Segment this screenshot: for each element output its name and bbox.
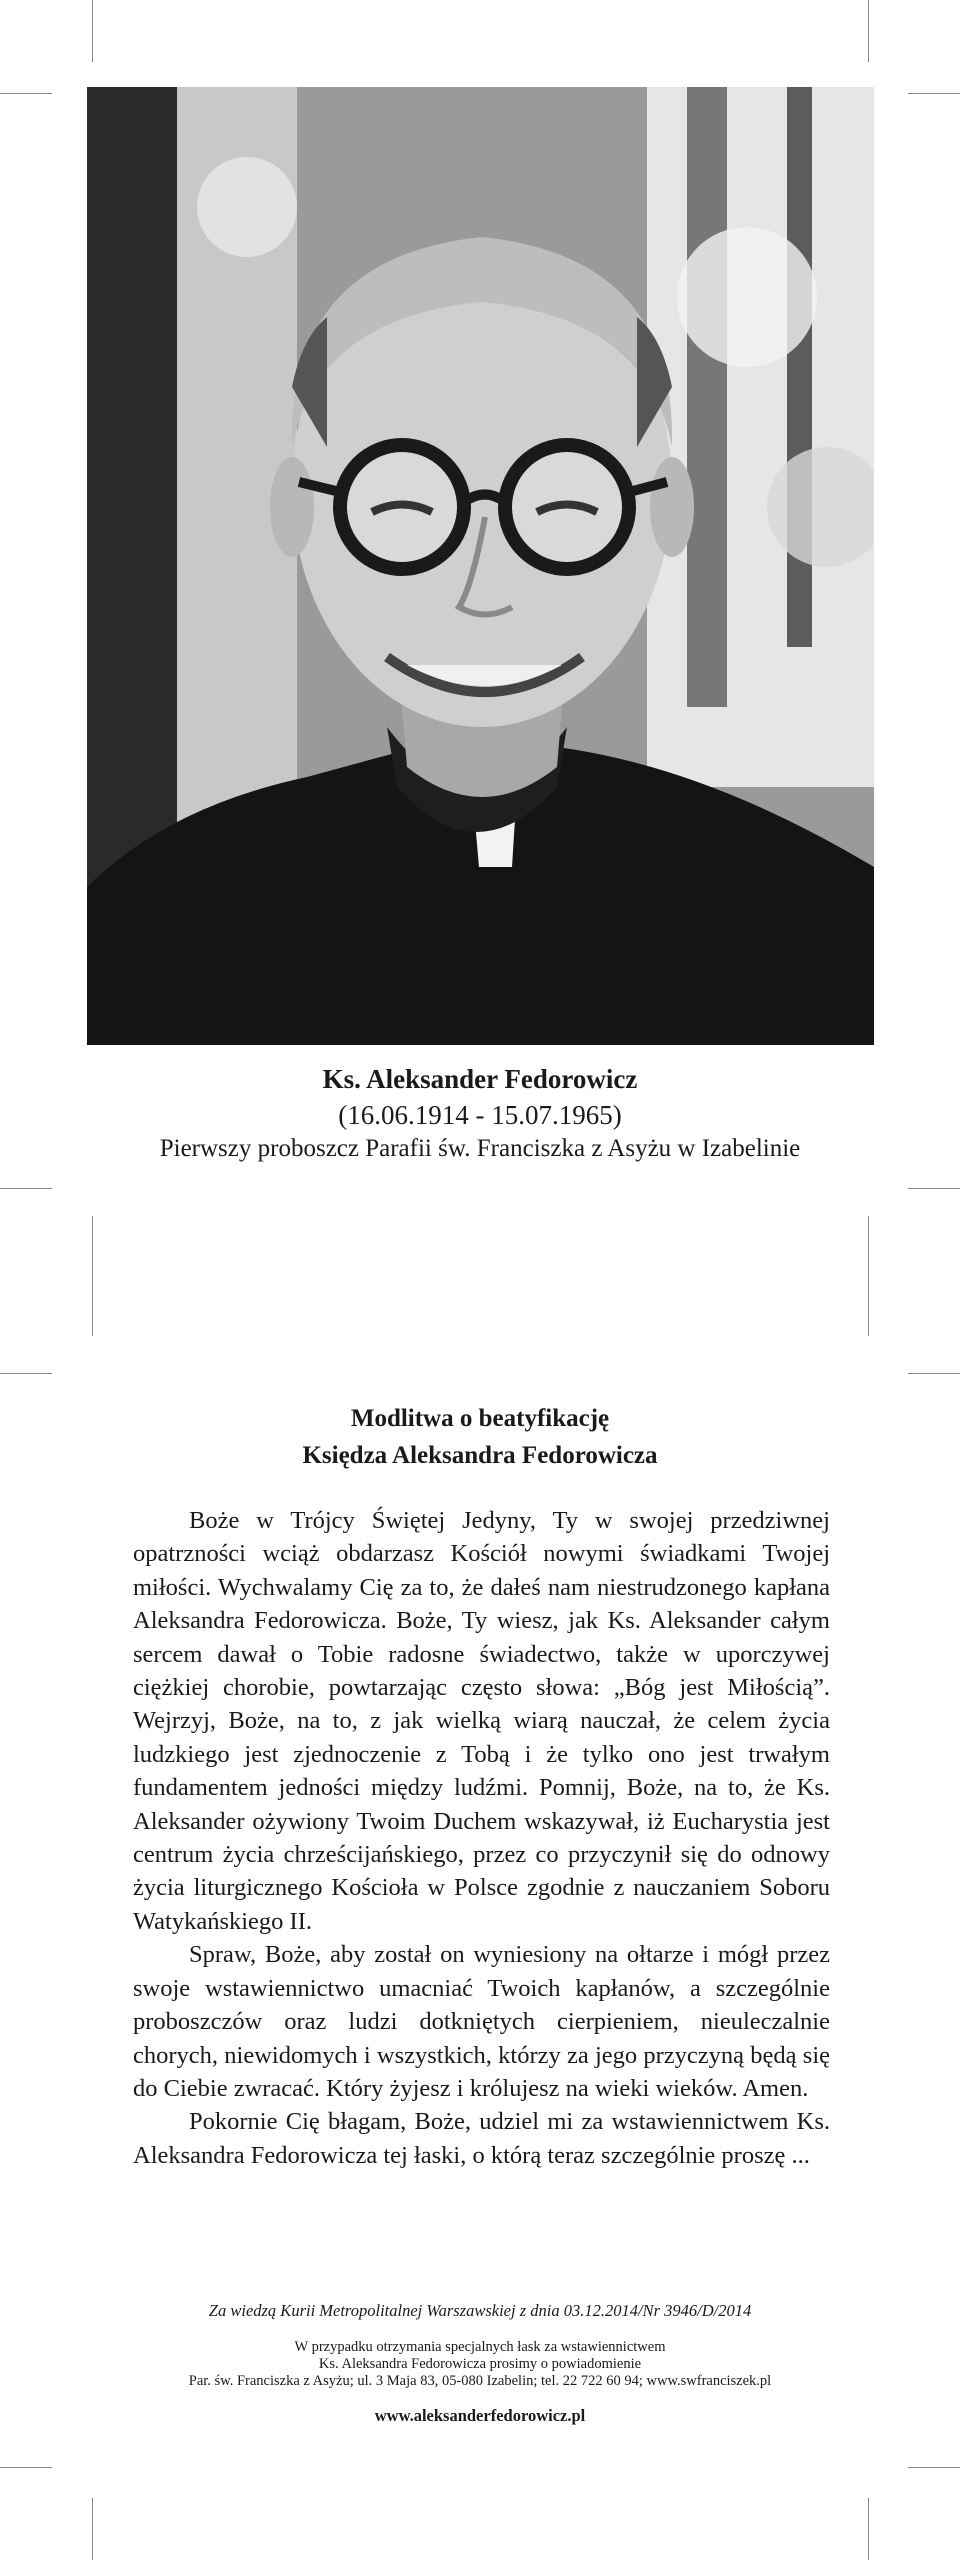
notice-line: W przypadku otrzymania specjalnych łask za wstawiennictwem <box>294 2339 666 2355</box>
life-dates: (16.06.1914 - 15.07.1965) <box>338 1100 622 1130</box>
grace-report-notice <box>0 2339 960 2390</box>
crop-mark <box>908 2467 960 2468</box>
crop-mark <box>908 1188 960 1189</box>
crop-mark <box>868 0 869 62</box>
crop-mark <box>0 1373 52 1374</box>
prayer-paragraph: Spraw, Boże, aby został on wyniesiony na ołtarze i mógł przez swoje wstawiennictwo umacniać Twoich kapłanów, a szczególnie proboszczów oraz ludzi dotkniętych cierpieniem, nieuleczalnie chorych, niewidomych i wszystkich, którzy za jego przyczyną będą się do Ciebie zwracać. Który żyjesz i królujesz na wieki wieków. Amen. <box>133 1941 830 2102</box>
prayer-title-line: Modlitwa o beatyfikację <box>350 1405 610 1432</box>
crop-mark <box>0 1188 52 1189</box>
notice-line: Par. św. Franciszka z Asyżu; ul. 3 Maja 83, 05-080 Izabelin; tel. 22 722 60 94; www.swfranciszek.pl <box>188 2373 772 2389</box>
crop-mark <box>92 0 93 62</box>
person-name: Ks. Aleksander Fedorowicz <box>322 1064 638 1094</box>
crop-mark <box>908 1373 960 1374</box>
prayer-title <box>0 1400 960 1474</box>
crop-mark <box>868 1216 869 1336</box>
crop-mark <box>92 1216 93 1336</box>
crop-mark <box>868 2498 869 2560</box>
portrait-illustration <box>87 87 874 1045</box>
person-role: Pierwszy proboszcz Parafii św. Franciszka z Asyżu w Izabelinie <box>159 1135 801 1162</box>
photo-caption <box>0 1060 960 1166</box>
prayer-text <box>133 1504 830 2172</box>
church-approval-note: Za wiedzą Kurii Metropolitalnej Warszawskiej z dnia 03.12.2014/Nr 3946/D/2014 <box>208 2301 752 2320</box>
prayer-paragraph: Pokornie Cię błagam, Boże, udziel mi za wstawiennictwem Ks. Aleksandra Fedorowicza tej łaski, o którą teraz szczególnie proszę ... <box>133 2108 830 2169</box>
crop-mark <box>908 93 960 94</box>
website-link[interactable]: www.aleksanderfedorowicz.pl <box>374 2406 586 2425</box>
crop-mark <box>0 93 52 94</box>
prayer-title-line: Księdza Aleksandra Fedorowicza <box>302 1442 658 1469</box>
portrait-photo <box>87 87 874 1045</box>
crop-mark <box>92 2498 93 2560</box>
notice-line: Ks. Aleksandra Fedorowicza prosimy o powiadomienie <box>318 2356 642 2372</box>
crop-mark <box>0 2467 52 2468</box>
prayer-paragraph: Boże w Trójcy Świętej Jedyny, Ty w swojej przedziwnej opatrzności wciąż obdarzasz Kościół nowymi świadkami Twojej miłości. Wychwalamy Cię za to, że dałeś nam niestrudzonego kapłana Aleksandra Fedorowicza. Boże, Ty wiesz, jak Ks. Aleksander całym sercem dawał o Tobie radosne świadectwo, także w uporczywej ciężkiej chorobie, powtarzając często słowa: „Bóg jest Miłością”. Wejrzyj, Boże, na to, z jak wielką wiarą nauczał, że celem życia ludzkiego jest zjednoczenie z Tobą i że tylko ono jest trwałym fundamentem jedności między ludźmi. Pomnij, Boże, na to, że Ks. Aleksander ożywiony Twoim Duchem wskazywał, iż Eucharystia jest centrum życia chrześcijańskiego, przez co przyczynił się do odnowy życia liturgicznego Kościoła w Polsce zgodnie z nauczaniem Soboru Watykańskiego II. <box>133 1507 830 1935</box>
